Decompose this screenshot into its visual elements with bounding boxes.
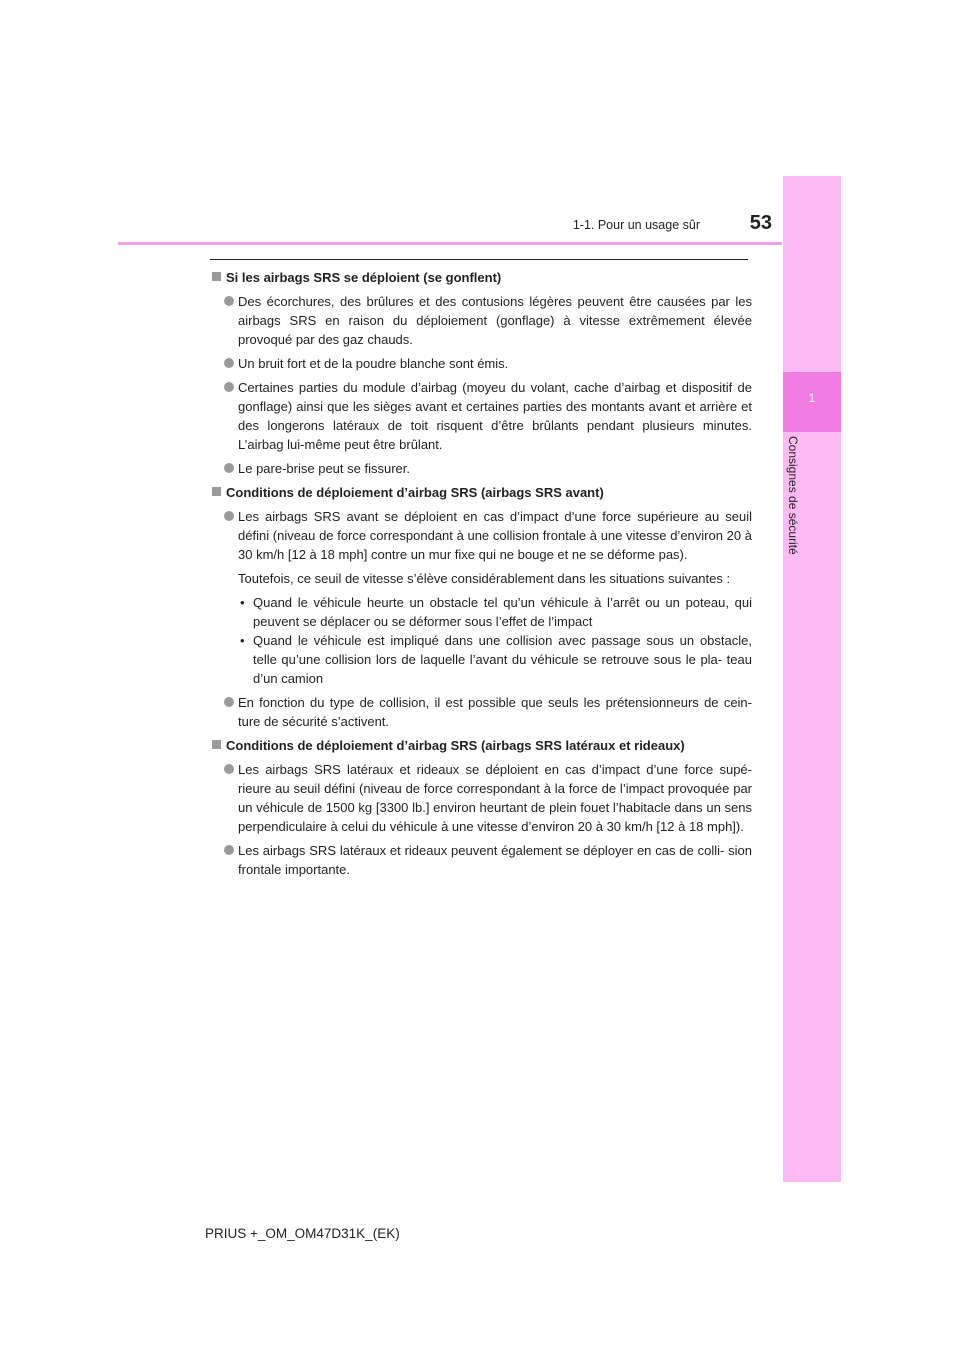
- chapter-label-text: Consignes de sécurité: [786, 436, 800, 555]
- content-top-rule: [210, 259, 748, 260]
- bullet-item: [212, 760, 752, 836]
- circle-bullet-icon: [224, 296, 234, 306]
- section-heading: [212, 483, 752, 502]
- bullet-text: Les airbags SRS latéraux et rideaux se déploient en cas d’impact d’une force supé- rieure au seuil défini (niveau de force correspondant à la force de l’impact provoquée par un véhicule de 1500 kg [3300 lb.] environ heurtant de plein fouet l’habitacle dans un sens perpendiculaire à celui du véhicule à une vitesse d’environ 20 à 30 km/h [12 à 18 mph]).: [238, 762, 752, 834]
- bullet-item: [212, 507, 752, 564]
- chapter-label: [786, 436, 804, 576]
- bullet-text: Les airbags SRS avant se déploient en cas d’impact d’une force supérieure au seuil défini (niveau de force correspondant à une collision frontale à une vitesse d’environ 20 à 30 km/h [12 à 18 mph] contre un mur fixe qui ne bouge et ne se déforme pas).: [238, 509, 752, 562]
- square-bullet-icon: [212, 487, 221, 496]
- bullet-text: Certaines parties du module d’airbag (moyeu du volant, cache d’airbag et dispositif de gonflage) ainsi que les sièges avant et certaines parties des montants avant et arrière et des longerons latéraux de toit risquent d’être brûlants pendant plusieurs minutes. L’airbag lui-même peut être brûlant.: [238, 380, 752, 452]
- chapter-number: 1: [808, 391, 816, 405]
- paragraph: Toutefois, ce seuil de vitesse s’élève considérablement dans les situations suivantes :: [238, 571, 731, 586]
- sub-list-item: [212, 593, 752, 631]
- sub-list: [212, 593, 752, 688]
- sub-list-text: Quand le véhicule est impliqué dans une collision avec passage sous un obstacle, telle qu’une collision lors de laquelle l’avant du véhicule se retrouve sous le pla- teau d’un camion: [253, 633, 752, 686]
- bullet-text: Le pare-brise peut se fissurer.: [238, 461, 410, 476]
- page-content: [212, 268, 752, 884]
- sub-bullet-marker: •: [240, 595, 245, 610]
- section-heading: [212, 736, 752, 755]
- circle-bullet-icon: [224, 845, 234, 855]
- circle-bullet-icon: [224, 764, 234, 774]
- square-bullet-icon: [212, 272, 221, 281]
- circle-bullet-icon: [224, 511, 234, 521]
- circle-bullet-icon: [224, 382, 234, 392]
- page-number: 53: [749, 212, 772, 234]
- sub-list-text: Quand le véhicule heurte un obstacle tel qu’un véhicule à l’arrêt ou un poteau, qui peuvent se déplacer ou se déformer sous l’effet de l’impact: [253, 595, 752, 629]
- circle-bullet-icon: [224, 358, 234, 368]
- chapter-side-tab: [783, 176, 841, 1182]
- sub-list-item: [212, 631, 752, 688]
- section-heading: [212, 268, 752, 287]
- bullet-item: [212, 292, 752, 349]
- circle-bullet-icon: [224, 697, 234, 707]
- bullet-text: Des écorchures, des brûlures et des contusions légères peuvent être causées par les airbags SRS en raison du déploiement (gonflage) à vitesse extrêmement élevée provoqué par des gaz chauds.: [238, 294, 752, 347]
- bullet-text: Un bruit fort et de la poudre blanche sont émis.: [238, 356, 509, 371]
- bullet-item: [212, 378, 752, 454]
- square-bullet-icon: [212, 740, 221, 749]
- section-title: 1-1. Pour un usage sûr: [572, 218, 700, 232]
- section-heading-text: Conditions de déploiement d’airbag SRS (airbags SRS latéraux et rideaux): [226, 738, 685, 753]
- header-rule: [118, 242, 782, 245]
- section-heading-text: Conditions de déploiement d’airbag SRS (airbags SRS avant): [226, 485, 604, 500]
- bullet-item: [212, 693, 752, 731]
- bullet-text: En fonction du type de collision, il est possible que seuls les prétensionneurs de cein- ture de sécurité s’activent.: [238, 695, 752, 729]
- bullet-item: [212, 459, 752, 478]
- bullet-item: [212, 354, 752, 373]
- sub-bullet-marker: •: [240, 633, 245, 648]
- bullet-item: [212, 841, 752, 879]
- bullet-text: Les airbags SRS latéraux et rideaux peuvent également se déployer en cas de colli- sion frontale importante.: [238, 843, 752, 877]
- footer-model-code: PRIUS +_OM_OM47D31K_(EK): [205, 1226, 400, 1241]
- circle-bullet-icon: [224, 463, 234, 473]
- section-heading-text: Si les airbags SRS se déploient (se gonflent): [226, 270, 502, 285]
